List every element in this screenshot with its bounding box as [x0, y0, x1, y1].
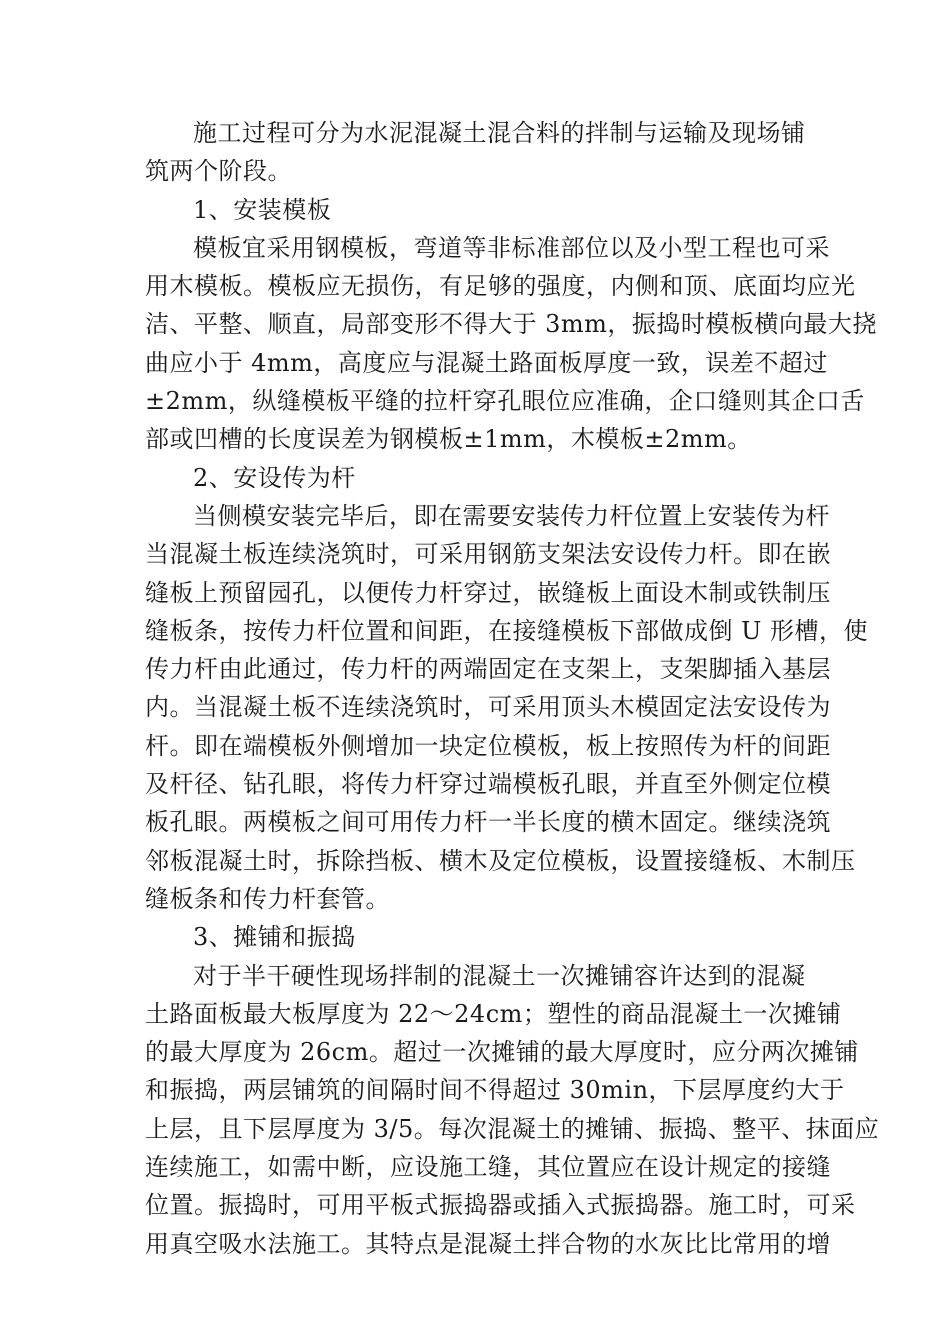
text-line: 部或凹槽的长度误差为钢模板±1mm，木模板±2mm。	[145, 425, 752, 454]
text-line: 缝板上预留园孔，以便传力杆穿过，嵌缝板上面设木制或铁制压	[145, 578, 831, 607]
text-line: 邻板混凝土时，拆除挡板、横木及定位模板，设置接缝板、木制压	[145, 846, 856, 875]
text-line: 连续施工，如需中断，应设施工缝，其位置应在设计规定的接缝	[145, 1153, 831, 1182]
text-line: 位置。振捣时，可用平板式振捣器或插入式振捣器。施工时，可采	[145, 1191, 856, 1220]
text-line: 上层，且下层厚度为 3/5。每次混凝土的摊铺、振捣、整平、抹面应	[145, 1114, 880, 1143]
text-line: 对于半干硬性现场拌制的混凝土一次摊铺容许达到的混凝	[193, 961, 806, 990]
text-line: 缝板条和传力杆套管。	[145, 884, 390, 913]
text-line: 1、安装模板	[193, 195, 332, 224]
text-line: 当混凝土板连续浇筑时，可采用钢筋支架法安设传力杆。即在嵌	[145, 540, 831, 569]
document-body	[145, 114, 880, 1263]
text-line: 和振捣，两层铺筑的间隔时间不得超过 30min，下层厚度约大于	[145, 1076, 845, 1105]
text-line: 模板宜采用钢模板，弯道等非标准部位以及小型工程也可采	[193, 233, 830, 262]
text-line: 杆。即在端模板外侧增加一块定位模板，板上按照传为杆的间距	[145, 731, 831, 760]
text-line: 板孔眼。两模板之间可用传力杆一半长度的横木固定。继续浇筑	[145, 808, 831, 837]
text-line: 筑两个阶段。	[145, 157, 292, 186]
text-line: 的最大厚度为 26cm。超过一次摊铺的最大厚度时，应分两次摊铺	[145, 1038, 859, 1067]
text-line: 土路面板最大板厚度为 22～24cm；塑性的商品混凝土一次摊铺	[145, 999, 842, 1028]
text-line: 内。当混凝土板不连续浇筑时，可采用顶头木模固定法安设传为	[145, 693, 831, 722]
text-line: ±2mm，纵缝模板平缝的拉杆穿孔眼位应准确，企口缝则其企口舌	[145, 387, 865, 416]
text-line: 3、摊铺和振捣	[193, 923, 356, 952]
text-line: 用真空吸水法施工。其特点是混凝土拌合物的水灰比比常用的增	[145, 1229, 831, 1258]
text-line: 及杆径、钻孔眼，将传力杆穿过端模板孔眼，并直至外侧定位模	[145, 770, 831, 799]
text-line: 传力杆由此通过，传力杆的两端固定在支架上，支架脚插入基层	[145, 655, 831, 684]
text-line: 洁、平整、顺直，局部变形不得大于 3mm，振捣时模板横向最大挠	[145, 310, 877, 339]
text-line: 2、安设传为杆	[193, 463, 356, 492]
text-line: 曲应小于 4mm，高度应与混凝土路面板厚度一致，误差不超过	[145, 348, 828, 377]
text-line: 用木模板。模板应无损伤，有足够的强度，内侧和顶、底面均应光	[145, 272, 856, 301]
text-line: 缝板条，按传力杆位置和间距，在接缝模板下部做成倒 U 形槽，使	[145, 616, 868, 645]
text-line: 施工过程可分为水泥混凝土混合料的拌制与运输及现场铺	[193, 119, 806, 147]
text-line: 当侧模安装完毕后，即在需要安装传力杆位置上安装传为杆	[193, 501, 830, 530]
